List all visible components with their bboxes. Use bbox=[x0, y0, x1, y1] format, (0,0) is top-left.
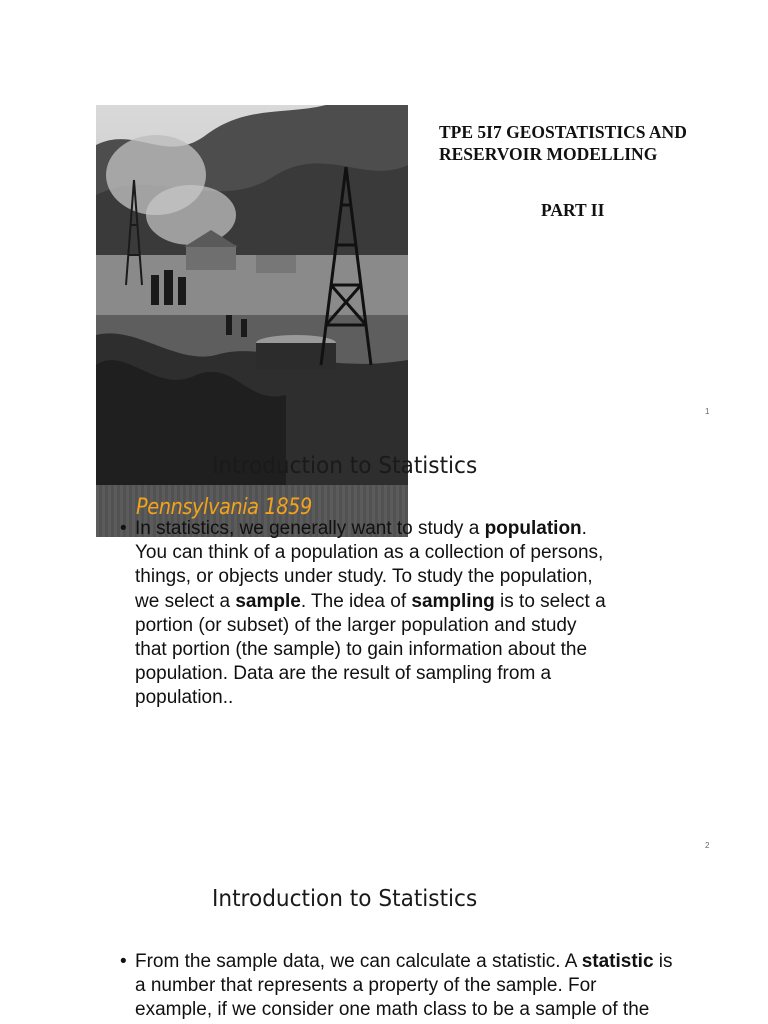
bold-term-statistic: statistic bbox=[581, 951, 654, 972]
oilfield-illustration bbox=[96, 105, 408, 485]
bold-term-population: population bbox=[484, 518, 582, 539]
page-number-1: 1 bbox=[705, 407, 710, 416]
text-run: we select a bbox=[135, 590, 236, 612]
bullet-line: population.. bbox=[135, 687, 234, 709]
course-title-line-1: TPE 5I7 GEOSTATISTICS AND bbox=[439, 122, 687, 142]
slide-2-heading: Introduction to Statistics bbox=[212, 453, 478, 479]
bullet-line: example, if we consider one math class to be a sample of the bbox=[135, 999, 650, 1021]
course-title-line-2: RESERVOIR MODELLING bbox=[439, 144, 658, 164]
bullet-line bbox=[120, 517, 720, 541]
bullet-line: a number that represents a property of the sample. For bbox=[135, 975, 597, 997]
bullet-line: You can think of a population as a collection of persons, bbox=[135, 542, 604, 564]
bullet-line: things, or objects under study. To study the population, bbox=[135, 566, 593, 588]
bullet-line: portion (or subset) of the larger population and study bbox=[135, 614, 577, 636]
text-run: In statistics, we generally want to study a bbox=[135, 518, 485, 539]
bullet-line bbox=[120, 950, 720, 974]
bullet-dot: • bbox=[120, 518, 127, 539]
course-title bbox=[439, 121, 759, 165]
text-run: is bbox=[653, 951, 673, 972]
text-run: From the sample data, we can calculate a statistic. A bbox=[135, 951, 582, 972]
bold-term-sample: sample bbox=[235, 590, 301, 612]
photo-caption: Pennsylvania 1859 bbox=[136, 495, 312, 520]
bullet-line: population. Data are the result of sampling from a bbox=[135, 663, 552, 685]
bullet-dot: • bbox=[120, 951, 127, 972]
text-run: . bbox=[581, 518, 587, 539]
bullet-line bbox=[120, 590, 720, 614]
bold-term-sampling: sampling bbox=[411, 590, 495, 612]
page-number-2: 2 bbox=[705, 841, 710, 850]
slide-3-heading: Introduction to Statistics bbox=[212, 886, 478, 912]
text-run: is to select a bbox=[494, 590, 606, 612]
slide-3-bullet bbox=[120, 950, 720, 1023]
slide-2-bullet bbox=[120, 517, 720, 711]
bullet-line: that portion (the sample) to gain information about the bbox=[135, 639, 588, 661]
part-label: PART II bbox=[541, 200, 605, 220]
text-run: . The idea of bbox=[300, 590, 412, 612]
